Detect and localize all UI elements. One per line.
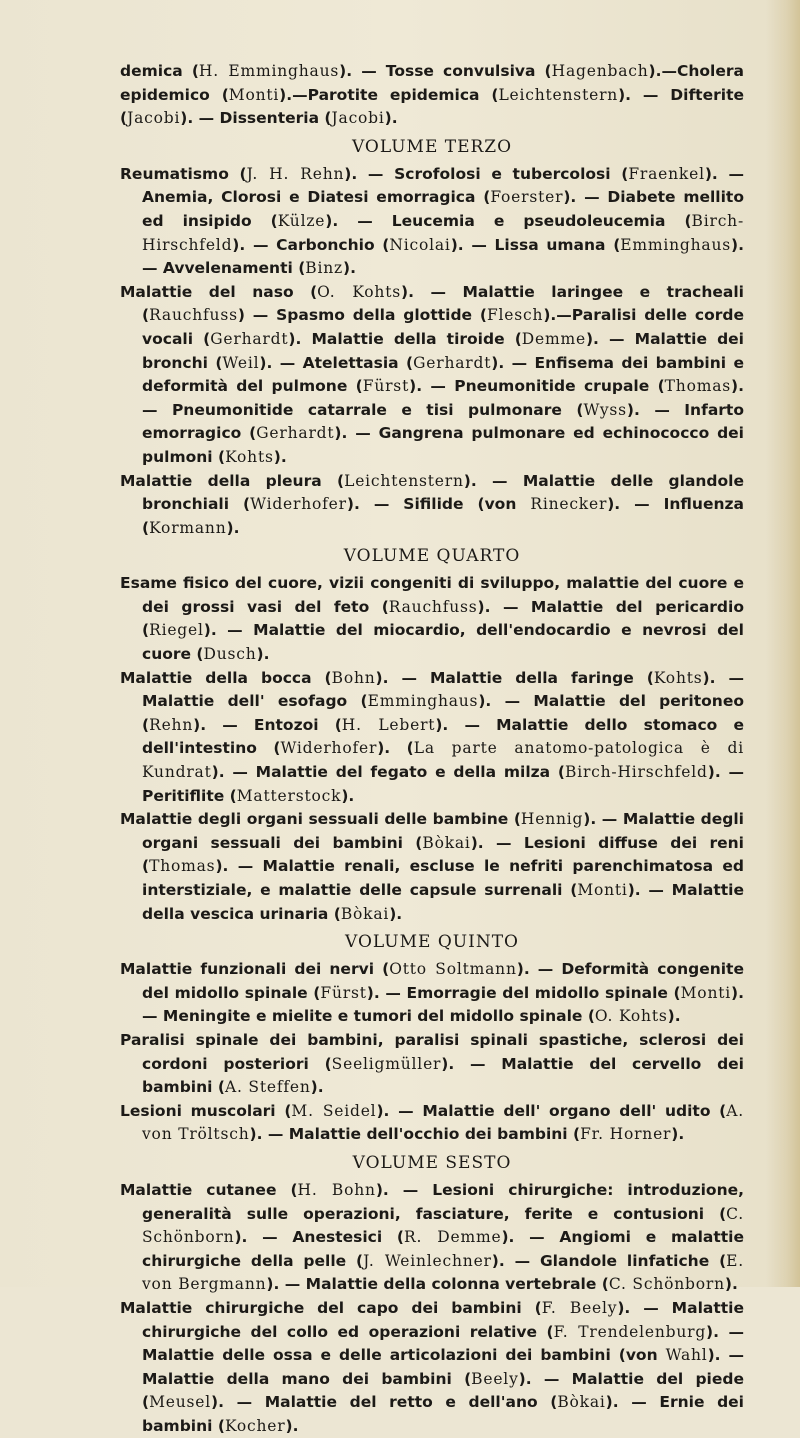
topic-text: ). — Difterite ( [120, 85, 744, 128]
author-name: Monti [577, 881, 628, 899]
topic-text: ). — Dissenteria ( [180, 109, 332, 128]
topic-text: ). — Anestesici ( [234, 1228, 404, 1247]
author-name: Thomas [664, 377, 732, 396]
author-name: Birch-Hirschfeld [565, 763, 708, 782]
volume-heading: VOLUME QUINTO [345, 932, 519, 953]
topic-text: ). — Malattie dell' organo dell' udito ( [376, 1101, 727, 1120]
author-name: La parte anatomo-patologica è di Kundrat [142, 739, 744, 782]
author-name: Kohts [653, 668, 703, 687]
author-name: J. H. Rehn [246, 164, 345, 183]
volume-heading: VOLUME QUARTO [343, 546, 521, 567]
author-name: Leichtenstern [344, 471, 464, 490]
author-name: Wahl [665, 1346, 708, 1365]
author-name: M. Seidel [291, 1101, 377, 1120]
author-name: Weil [222, 353, 260, 372]
topic-text: ). — Malattie degli organi sessuali dei bambini ( [142, 810, 744, 852]
topic-text: ). — Malattie del piede ( [142, 1369, 744, 1412]
topic-text: ). — Ernie dei bambini ( [142, 1393, 744, 1435]
topic-text: ). — Anemia, Clorosi e Diatesi emorragica ( [142, 164, 745, 207]
topic-text: ). — Malattie dell'occhio dei bambini ( [249, 1125, 581, 1144]
topic-text: ). — Scrofolosi e tubercolosi ( [344, 164, 629, 183]
author-name: Thomas [149, 857, 216, 876]
author-name: Rehn [149, 715, 194, 734]
author-name: Widerhofer [280, 739, 378, 758]
topic-text: ). — Malattie laringee e tracheali ( [142, 282, 744, 325]
topic-text: ). — Malattie renali, escluse le nefriti parenchimatosa ed interstiziale, e malattie delle capsule surrenali ( [142, 857, 744, 899]
entry-paragraph [120, 1297, 744, 1438]
entry-paragraph [120, 1029, 744, 1100]
topic-text: ). [273, 447, 287, 466]
topic-text: ). — Influenza ( [142, 495, 744, 537]
author-name: Gerhardt [413, 353, 492, 372]
author-name: Leichtenstern [498, 85, 619, 104]
topic-text: Malattie funzionali dei nervi ( [120, 960, 390, 979]
author-name: Bohn [331, 668, 376, 687]
topic-text: ). — Meningite e mielite e tumori del midollo spinale ( [142, 983, 744, 1026]
topic-text: ). [342, 259, 356, 278]
author-name: Fraenkel [628, 164, 705, 183]
author-name: Monti [228, 85, 280, 104]
author-name: Rauchfuss [149, 306, 238, 325]
entry-paragraph [120, 572, 744, 666]
topic-text: Malattie della pleura ( [120, 471, 345, 490]
topic-text: ). — Malattie del retto e dell'ano ( [211, 1393, 558, 1412]
entry-paragraph [120, 281, 744, 470]
topic-text: ). [310, 1078, 324, 1097]
topic-text: ). — Sifilide (von [346, 495, 531, 514]
author-name: Rinecker [530, 495, 608, 514]
author-name: Fr. Horner [580, 1125, 672, 1144]
topic-text: Malattie del naso ( [120, 282, 318, 301]
topic-text: ). — Malattie dei bronchi ( [142, 329, 744, 372]
author-name: Monti [680, 983, 732, 1002]
author-name: Birch-Hirschfeld [142, 211, 744, 254]
topic-text: ). — Enfisema dei bambini e deformità del pulmone ( [142, 353, 744, 396]
author-name: Jacobi [331, 109, 385, 128]
topic-text: ). [384, 109, 398, 128]
author-name: E. von Bergmann [142, 1251, 745, 1294]
author-name: R. Demme [403, 1228, 502, 1247]
author-name: Nicolai [389, 235, 451, 254]
author-name: Jacobi [127, 109, 181, 128]
topic-text: ). — Malattie della faringe ( [375, 668, 654, 687]
topic-text: ). — Malattie del fegato e della milza ( [211, 763, 565, 782]
entry-paragraph [120, 163, 744, 281]
author-name: Bòkai [340, 904, 390, 923]
author-name: A. von Tröltsch [142, 1101, 744, 1144]
entry-paragraph [120, 1179, 744, 1297]
topic-text: ). [389, 904, 403, 923]
topic-text: ). — Angiomi e malattie chirurgiche della pelle ( [142, 1228, 744, 1270]
topic-text: ). — Malattie del cervello dei bambini ( [142, 1054, 744, 1097]
topic-text: ). — Malattie chirurgiche del collo ed operazioni relative ( [142, 1298, 744, 1341]
author-name: F. Trendelenburg [553, 1322, 707, 1341]
topic-text: Malattie della bocca ( [120, 668, 332, 687]
author-name: O. Kohts [594, 1007, 668, 1026]
topic-text: ). — Deformità congenite del midollo spinale ( [142, 960, 744, 1002]
author-name: Hagenbach [551, 62, 649, 80]
topic-text: Paralisi spinale dei bambini, paralisi spinali spastiche, sclerosi dei cordoni posteriori ( [120, 1030, 744, 1073]
topic-text: Malattie chirurgiche del capo dei bambini ( [120, 1298, 542, 1317]
topic-text: ). [724, 1275, 738, 1294]
author-name: Rauchfuss [388, 597, 478, 616]
author-name: Kocher [224, 1416, 286, 1435]
topic-text: ). — Glandole linfatiche ( [491, 1251, 727, 1270]
intro-paragraph [120, 60, 744, 131]
author-name: Otto Soltmann [389, 960, 517, 979]
topic-text: ). — Atelettasia ( [259, 353, 414, 372]
topic-text: Esame fisico del cuore, vizii congeniti di sviluppo, malattie del cuore e dei grossi vasi del feto ( [120, 574, 744, 616]
author-name: Hennig [520, 810, 584, 829]
page-edge-stain [766, 0, 800, 1287]
author-name: Demme [521, 329, 586, 348]
author-name: J. Weinlechner [363, 1251, 492, 1270]
topic-text: ). — Tosse convulsiva ( [339, 62, 552, 80]
topic-text: ). — Malattie della vescica urinaria ( [142, 881, 744, 923]
topic-text: Malattie degli organi sessuali delle bambine ( [120, 810, 521, 829]
topic-text: ). [341, 786, 355, 805]
topic-text: ). — Pneumonitide crupale ( [409, 377, 665, 396]
author-name: Kohts [225, 447, 274, 466]
author-name: H. Emminghaus [198, 62, 340, 80]
topic-text: ). — Leucemia e pseudoleucemia ( [325, 211, 692, 230]
author-name: Emminghaus [367, 692, 479, 711]
topic-text: ). — Lissa umana ( [450, 235, 621, 254]
volume-heading: VOLUME SESTO [352, 1152, 512, 1173]
topic-text: ). [671, 1125, 685, 1144]
author-name: C. Schönborn [142, 1204, 744, 1247]
volume-list [120, 135, 744, 1438]
author-name: Foerster [490, 188, 564, 207]
topic-text: ). — Malattie dello stomaco e dell'intestino ( [142, 715, 744, 758]
author-name: Beely [471, 1369, 519, 1388]
topic-text: Lesioni muscolari ( [120, 1101, 292, 1120]
topic-text: ). [285, 1416, 299, 1435]
author-name: Widerhofer [250, 495, 347, 514]
author-name: Dusch [203, 645, 257, 664]
topic-text: ). — Lesioni chirurgiche: introduzione, generalità sulle operazioni, fasciature, ferite e contusioni ( [142, 1180, 745, 1223]
topic-text: ). — Infarto emorragico ( [142, 400, 744, 443]
entry-paragraph [120, 1100, 744, 1147]
topic-text: ). — Malattie dell' esofago ( [142, 668, 744, 711]
author-name: A. Steffen [224, 1078, 311, 1097]
topic-text: ). — Lesioni diffuse dei reni ( [142, 833, 744, 876]
topic-text: ). — Malattie della mano dei bambini ( [142, 1346, 745, 1388]
author-name: Binz [305, 259, 343, 278]
author-name: Fürst [320, 983, 367, 1002]
entry-paragraph [120, 470, 744, 541]
topic-text: ). — Malattie del pericardio ( [142, 597, 744, 640]
topic-text: ). — Pneumonitide catarrale e tisi pulmonare ( [142, 377, 744, 419]
topic-text: ). — Malattie delle glandole bronchiali ( [142, 471, 745, 514]
entry-paragraph [120, 667, 744, 809]
topic-text: ).—Cholera epidemico ( [120, 62, 744, 104]
topic-text: ). — Malattie del peritoneo ( [142, 692, 744, 734]
topic-text: ). [226, 518, 240, 537]
author-name: Kormann [149, 518, 227, 537]
topic-text: demica ( [120, 62, 199, 80]
topic-text: ) — Spasmo della glottide ( [237, 306, 487, 325]
topic-text: ). — Carbonchio ( [232, 235, 390, 254]
topic-text: ).—Parotite epidemica ( [279, 85, 499, 104]
topic-text: ). — Diabete mellito ed insipido ( [142, 188, 744, 230]
author-name: Gerhardt [210, 329, 289, 348]
topic-text: ). — Emorragie del midollo spinale ( [366, 983, 681, 1002]
author-name: Seeligmüller [331, 1054, 442, 1073]
topic-text: ). Malattie della tiroide ( [288, 329, 522, 348]
author-name: O. Kohts [317, 282, 401, 301]
topic-text: ). — Gangrena pulmonare ed echinococco dei pulmoni ( [142, 424, 744, 466]
topic-text: ). [256, 645, 270, 664]
author-name: C. Schönborn [608, 1275, 725, 1294]
author-name: Külze [277, 211, 326, 230]
topic-text: ). — Malattie della colonna vertebrale ( [266, 1275, 609, 1294]
author-name: Flesch [487, 306, 544, 325]
topic-text: Reumatismo ( [120, 164, 247, 183]
author-name: Matterstock [236, 786, 342, 805]
topic-text: ). ( [377, 739, 414, 758]
topic-text: ). — Avvelenamenti ( [142, 235, 744, 278]
entry-paragraph [120, 958, 744, 1029]
author-name: Wyss [583, 400, 627, 419]
topic-text: ). — Malattie del miocardio, dell'endocardio e nevrosi del cuore ( [142, 621, 744, 664]
author-name: Meusel [149, 1393, 212, 1412]
author-name: Bòkai [422, 833, 471, 852]
topic-text: ). [667, 1007, 681, 1026]
author-name: Riegel [149, 621, 204, 640]
volume-heading: VOLUME TERZO [351, 136, 513, 157]
topic-text: ). — Malattie delle ossa e delle articolazioni dei bambini (von [142, 1322, 745, 1365]
author-name: F. Beely [541, 1298, 618, 1317]
author-name: H. Bohn [297, 1180, 376, 1199]
author-name: H. Lebert [341, 715, 436, 734]
entry-paragraph [120, 808, 744, 926]
topic-text: ). — Peritiflite ( [142, 763, 745, 805]
topic-text: ). — Entozoi ( [193, 715, 342, 734]
topic-text: ).—Paralisi delle corde vocali ( [142, 306, 744, 348]
author-name: Bòkai [557, 1393, 606, 1412]
author-name: Emminghaus [620, 235, 732, 254]
author-name: Gerhardt [256, 424, 335, 443]
topic-text: Malattie cutanee ( [120, 1180, 298, 1199]
author-name: Fürst [362, 377, 410, 396]
